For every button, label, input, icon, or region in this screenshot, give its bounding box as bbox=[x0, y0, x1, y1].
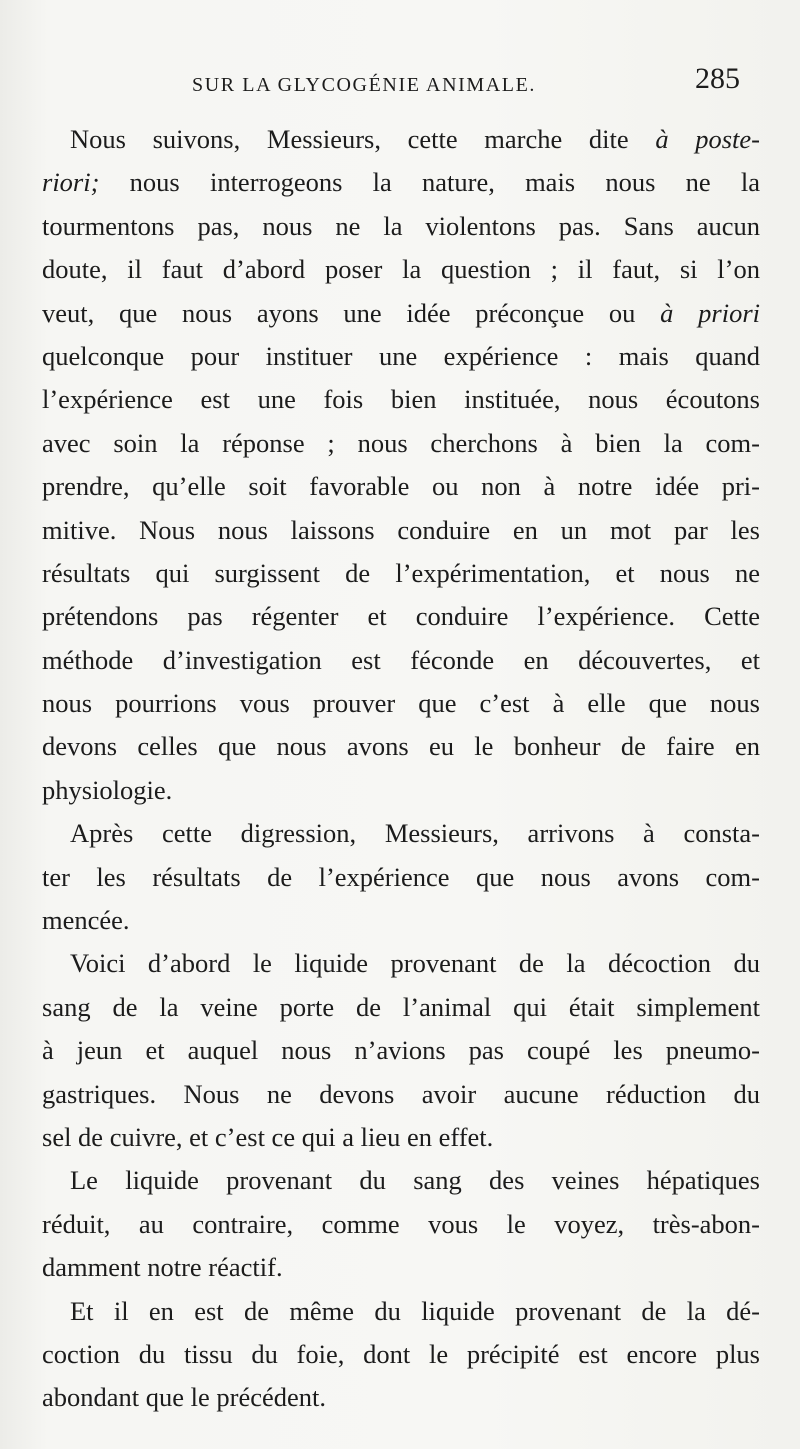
text-line: méthode d’investigation est féconde en découvertes, et bbox=[42, 644, 760, 675]
text-line: sang de la veine porte de l’animal qui était simplement bbox=[42, 991, 760, 1022]
text-line: gastriques. Nous ne devons avoir aucune réduction du bbox=[42, 1078, 760, 1109]
text-line: à jeun et auquel nous n’avions pas coupé les pneumo- bbox=[42, 1035, 760, 1066]
text-line: Après cette digression, Messieurs, arrivons à consta- bbox=[70, 818, 760, 849]
text-line: quelconque pour instituer une expérience : mais quand bbox=[42, 340, 760, 371]
running-title: SUR LA GLYCOGÉNIE ANIMALE. bbox=[192, 74, 537, 96]
text-line: physiologie. bbox=[42, 774, 173, 805]
text-line bbox=[42, 161, 760, 204]
body-text bbox=[42, 118, 760, 1420]
text-line: ter les résultats de l’expérience que nous avons com- bbox=[42, 861, 760, 892]
text-line: nous pourrions vous prouver que c’est à elle que nous bbox=[42, 688, 760, 719]
text-line: abondant que le précédent. bbox=[42, 1382, 327, 1413]
text-line: damment notre réactif. bbox=[42, 1252, 283, 1283]
text-line: coction du tissu du foie, dont le précipité est encore plus bbox=[42, 1338, 760, 1369]
text-segment: nous interrogeons la nature, mais nous ne la bbox=[99, 167, 760, 198]
text-line: résultats qui surgissent de l’expérimentation, et nous ne bbox=[42, 557, 760, 588]
page-number: 285 bbox=[695, 62, 740, 95]
text-line bbox=[42, 292, 760, 335]
text-line: sel de cuivre, et c’est ce qui a lieu en effet. bbox=[42, 1121, 494, 1152]
italic-text-segment: riori; bbox=[42, 167, 100, 198]
text-line: doute, il faut d’abord poser la question ; il faut, si l’on bbox=[42, 254, 760, 285]
italic-text-segment: à poste- bbox=[655, 124, 760, 154]
italic-text-segment: à priori bbox=[660, 297, 761, 328]
text-segment: veut, que nous ayons une idée préconçue ou bbox=[42, 297, 661, 328]
text-line: l’expérience est une fois bien instituée, nous écoutons bbox=[42, 384, 760, 415]
text-line bbox=[42, 118, 760, 161]
text-line: Le liquide provenant du sang des veines hépatiques bbox=[70, 1165, 760, 1196]
page-header bbox=[0, 56, 800, 106]
text-line: devons celles que nous avons eu le bonheur de faire en bbox=[42, 731, 760, 762]
text-line: Voici d’abord le liquide provenant de la décoction du bbox=[70, 948, 760, 979]
text-line: réduit, au contraire, comme vous le voyez, très-abon- bbox=[42, 1208, 760, 1239]
text-line: Et il en est de même du liquide provenant de la dé- bbox=[70, 1295, 760, 1326]
text-line: avec soin la réponse ; nous cherchons à bien la com- bbox=[42, 427, 760, 458]
text-line: tourmentons pas, nous ne la violentons pas. Sans aucun bbox=[42, 210, 760, 241]
text-line: prendre, qu’elle soit favorable ou non à notre idée pri- bbox=[42, 471, 760, 502]
text-line: mitive. Nous nous laissons conduire en un mot par les bbox=[42, 514, 760, 545]
text-line: mencée. bbox=[42, 905, 130, 936]
text-line: prétendons pas régenter et conduire l’expérience. Cette bbox=[42, 601, 760, 632]
text-segment: Nous suivons, Messieurs, cette marche dite bbox=[70, 124, 656, 154]
